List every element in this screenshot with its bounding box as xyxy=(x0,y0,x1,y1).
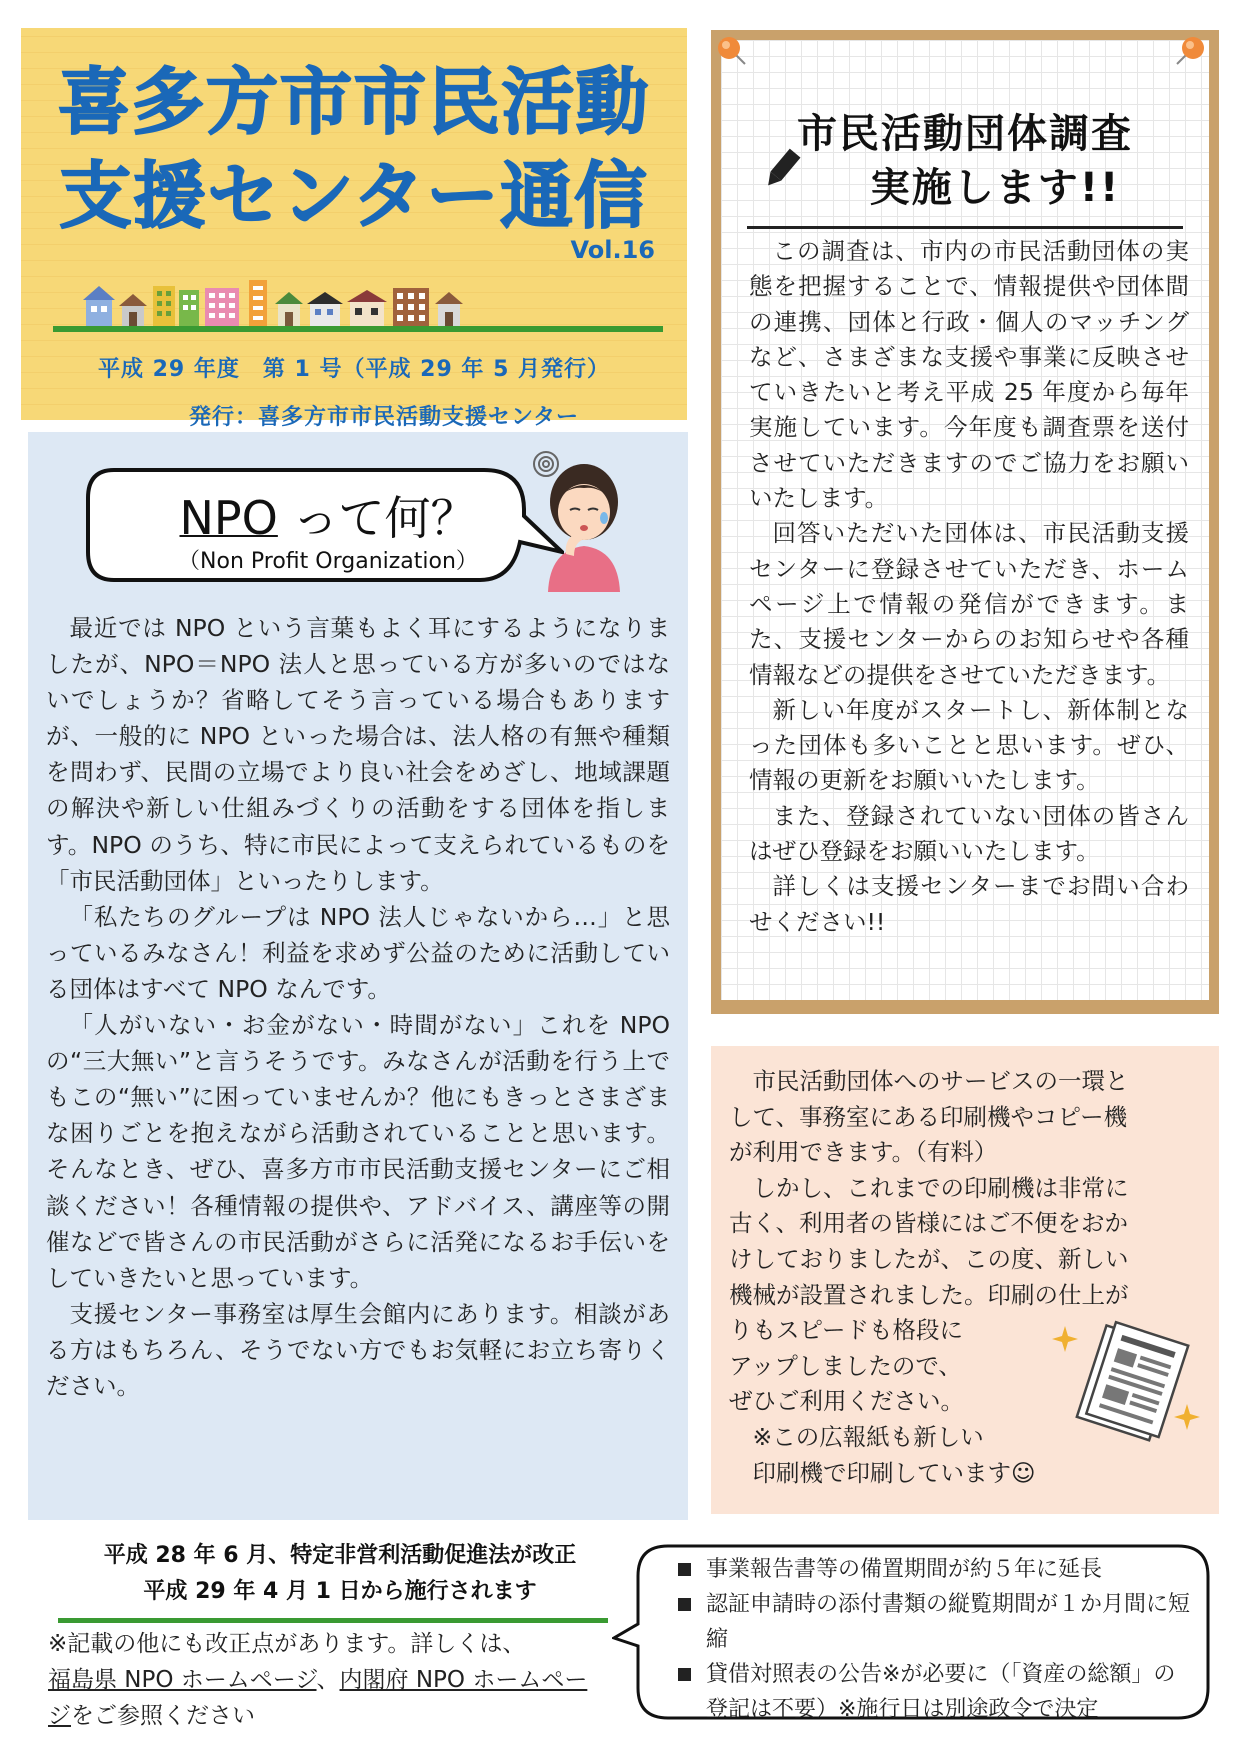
title-divider xyxy=(747,226,1183,229)
npo-subheading: （Non Profit Organization） xyxy=(178,549,478,574)
pushpin-icon xyxy=(1173,34,1207,68)
law-point: 認証申請時の添付書類の縦覧期間が１か月間に短縮 xyxy=(676,1587,1196,1657)
law-revision-points xyxy=(676,1552,1196,1727)
thinking-girl-illustration xyxy=(518,442,648,602)
confused-swirl-icon xyxy=(534,452,558,476)
printer-line: りもスピードも格段に xyxy=(729,1316,964,1345)
survey-paragraph: 詳しくは支援センターまでお問い合わせください!! xyxy=(749,872,1189,936)
survey-notice-board xyxy=(711,30,1219,1014)
survey-paragraph: 新しい年度がスタートし、新体制となった団体も多いことと思います。ぜひ、情報の更新をお願いいたします。 xyxy=(749,695,1189,795)
building-icon xyxy=(249,280,267,326)
printer-line: 機械が設置されました。印刷の仕上が xyxy=(729,1280,1129,1309)
house-icon xyxy=(275,292,303,326)
publisher-info: 発行：喜多方市市民活動支援センター xyxy=(188,405,580,430)
law-point: 貸借対照表の公告※が必要に（「資産の総額」の登記は不要）※施行日は別途政令で決定 xyxy=(676,1657,1196,1727)
sparkle-icon xyxy=(1174,1404,1200,1430)
law-note xyxy=(48,1626,608,1734)
building-icon xyxy=(205,288,239,326)
house-icon xyxy=(435,292,463,326)
house-icon xyxy=(119,294,147,326)
law-heading-line2: 平成 29 年 4 月 1 日から施行されます xyxy=(143,1579,537,1604)
survey-title-line2: 実施します!! xyxy=(869,165,1121,211)
printer-line: けしておりましたが、この度、新しい xyxy=(729,1244,1129,1273)
npo-paragraph: 「人がいない・お金がない・時間がない」これを NPO の“三大無い”と言うそうです。みなさんが活動を行う上でもこの“無い”に困っていませんか？他にもきっとさまざまな困りごとを抱えながら活動されていることと思います。そんなとき、ぜひ、喜多方市市民活動支援センターにご相談ください！各種情報の提供や、アドバイス、講座等の開催などで皆さんの市民活動がさらに活発になるお手伝いをしていきたいと思っています。 xyxy=(46,1011,670,1292)
volume-number: Vol.16 xyxy=(570,236,655,264)
survey-body xyxy=(749,234,1189,940)
masthead xyxy=(21,28,687,430)
building-icon xyxy=(179,290,199,326)
survey-paragraph: また、登録されていない団体の皆さんはぜひ登録をお願いいたします。 xyxy=(749,801,1189,866)
ground-line xyxy=(53,326,663,332)
house-icon xyxy=(307,292,343,326)
law-note-suffix: をご参照ください xyxy=(71,1703,255,1729)
newsletter-title-line1: 喜多方市市民活動 xyxy=(57,60,650,144)
npo-heading-word: NPO xyxy=(179,491,278,545)
printer-line: ※この広報紙も新しい xyxy=(752,1422,984,1451)
law-point: 事業報告書等の備置期間が約５年に延長 xyxy=(676,1552,1196,1587)
survey-notice-paper xyxy=(721,40,1209,1000)
survey-paragraph: 回答いただいた団体は、市民活動支援センターに登録させていただき、ホームページ上で情報の発信ができます。また、支援センターからのお知らせや各種情報などの提供をさせていただきます。 xyxy=(749,519,1189,689)
printer-line: ぜひご利用ください。 xyxy=(729,1387,964,1416)
fukushima-npo-link[interactable]: 福島県 NPO ホームページ xyxy=(48,1667,317,1693)
printer-line: 市民活動団体へのサービスの一環と xyxy=(752,1067,1129,1095)
building-icon xyxy=(393,288,429,326)
printed-papers-illustration xyxy=(1051,1316,1201,1456)
npo-paragraph: 最近では NPO という言葉もよく耳にするようになりましたが、NPO＝NPO 法人と思っている方が多いのではないでしょうか？省略してそう言っている場合もありますが、一般的に NPO といった場合は、法人格の有無や種類を問わず、民間の立場でより良い社会をめざし、地域課題の解決や新しい仕組みづくりの活動をする団体を指します。NPO のうち、特に市民によって支えられているものを「市民活動団体」といったりします。 xyxy=(46,614,670,895)
printer-line: が利用できます。（有料） xyxy=(729,1138,998,1167)
npo-heading xyxy=(148,482,508,548)
npo-heading-rest: って何？ xyxy=(292,491,477,545)
house-icon xyxy=(347,290,387,326)
printer-line: アップしましたので、 xyxy=(729,1351,962,1380)
newsletter-title-line2: 支援センター通信 xyxy=(59,154,649,238)
law-revision-heading xyxy=(40,1538,640,1610)
link-separator: 、 xyxy=(316,1667,340,1693)
law-note-prefix: ※記載の他にも改正点があります。詳しくは、 xyxy=(48,1631,526,1657)
town-illustration xyxy=(81,278,541,328)
survey-paragraph: この調査は、市内の市民活動団体の実態を把握することで、情報提供や団体間の連携、団体と行政・個人のマッチングなど、さまざまな支援や事業に反映させていきたいと考え平成 25 年度から毎年実施しています。今年度も調査票を送付させていただきますのでご協力をお願いいたします。 xyxy=(749,237,1189,513)
printer-line: 古く、利用者の皆様にはご不便をおか xyxy=(729,1209,1129,1238)
printer-line: して、事務室にある印刷機やコピー機 xyxy=(729,1102,1128,1131)
printer-notice xyxy=(711,1046,1219,1514)
pushpin-icon xyxy=(715,34,749,68)
law-heading-line1: 平成 28 年 6 月、特定非営利活動促進法が改正 xyxy=(103,1543,577,1568)
sparkle-icon xyxy=(1052,1326,1078,1352)
printer-line: 印刷機で印刷しています☺ xyxy=(752,1458,1036,1487)
cabinet-office-npo-link[interactable]: 内閣府 NPO ホームページ xyxy=(48,1667,588,1729)
house-icon xyxy=(83,286,115,326)
building-icon xyxy=(153,286,175,326)
npo-paragraph: 支援センター事務室は厚生会館内にあります。相談がある方はもちろん、そうでない方でもお気軽にお立ち寄りください。 xyxy=(46,1299,670,1400)
survey-title-line1: 市民活動団体調査 xyxy=(797,111,1133,157)
issue-info: 平成 29 年度 第 1 号（平成 29 年 5 月発行） xyxy=(97,357,611,382)
printer-line: しかし、これまでの印刷機は非常に xyxy=(752,1173,1129,1202)
npo-paragraph: 「私たちのグループは NPO 法人じゃないから…」と思っているみなさん！利益を求めず公益のために活動している団体はすべて NPO なんです。 xyxy=(46,902,670,1003)
law-heading-underline xyxy=(58,1618,608,1623)
npo-article xyxy=(28,432,688,1520)
npo-body xyxy=(46,610,670,1404)
